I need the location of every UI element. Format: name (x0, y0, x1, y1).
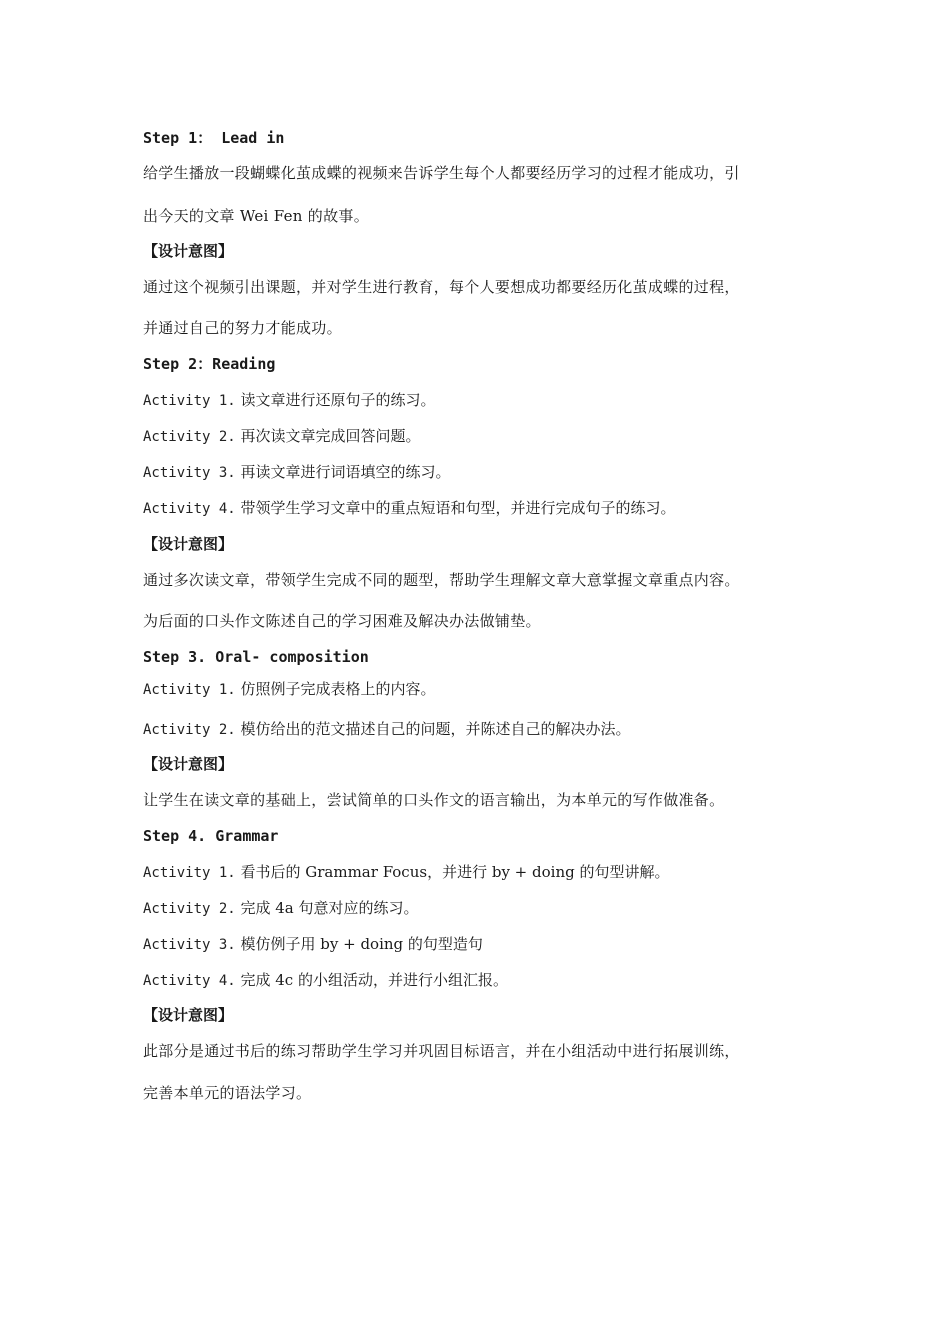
step3-intent-line-1: 让学生在读文章的基础上，尝试简单的口头作文的语言输出，为本单元的写作做准备。 (143, 791, 725, 809)
step4-intent-line-2: 完善本单元的语法学习。 (143, 1084, 312, 1102)
step1-paragraph-line-1: 给学生播放一段蝴蝶化茧成蝶的视频来告诉学生每个人都要经历学习的过程才能成功，引 (143, 164, 740, 182)
step4-activity-1 (143, 862, 669, 883)
activity-text: 看书后的 Grammar Focus，并进行 by + doing 的句型讲解。 (240, 863, 670, 881)
activity-text: 仿照例子完成表格上的内容。 (240, 680, 436, 698)
activity-text: 模仿给出的范文描述自己的问题，并陈述自己的解决办法。 (240, 720, 631, 738)
activity-label: Activity 1. (143, 393, 236, 409)
step1-intent-line-1: 通过这个视频引出课题，并对学生进行教育，每个人要想成功都要经历化茧成蝶的过程， (143, 278, 740, 296)
step1-paragraph-line-2: 出今天的文章 Wei Fen 的故事。 (143, 207, 369, 225)
activity-text: 读文章进行还原句子的练习。 (240, 391, 436, 409)
step3-activity-2 (143, 719, 631, 740)
step3-activity-1 (143, 679, 436, 700)
activity-label: Activity 3. (143, 465, 236, 481)
activity-text: 带领学生学习文章中的重点短语和句型，并进行完成句子的练习。 (240, 499, 676, 517)
step4-intent-line-1: 此部分是通过书后的练习帮助学生学习并巩固目标语言，并在小组活动中进行拓展训练， (143, 1042, 740, 1060)
step4-activity-4 (143, 970, 508, 991)
activity-text: 模仿例子用 by + doing 的句型造句 (240, 935, 483, 953)
step1-heading: Step 1： Lead in (143, 129, 285, 147)
activity-label: Activity 2. (143, 901, 236, 917)
step2-heading: Step 2：Reading (143, 355, 276, 373)
activity-label: Activity 1. (143, 865, 236, 881)
activity-text: 完成 4a 句意对应的练习。 (240, 899, 419, 917)
activity-label: Activity 4. (143, 973, 236, 989)
activity-label: Activity 3. (143, 937, 236, 953)
activity-label: Activity 1. (143, 682, 236, 698)
activity-text: 完成 4c 的小组活动，并进行小组汇报。 (240, 971, 508, 989)
step4-activity-3 (143, 934, 483, 955)
step2-activity-3 (143, 462, 451, 483)
activity-text: 再读文章进行词语填空的练习。 (240, 463, 451, 481)
step3-heading: Step 3. Oral- composition (143, 648, 369, 666)
step2-intent-line-1: 通过多次读文章，带领学生完成不同的题型，帮助学生理解文章大意掌握文章重点内容。 (143, 571, 740, 589)
step2-activity-4 (143, 498, 676, 519)
step3-intent-label: 【设计意图】 (143, 755, 234, 773)
activity-label: Activity 2. (143, 722, 236, 738)
step1-intent-line-2: 并通过自己的努力才能成功。 (143, 319, 342, 337)
step4-intent-label: 【设计意图】 (143, 1006, 234, 1024)
step4-heading: Step 4. Grammar (143, 827, 279, 845)
step4-activity-2 (143, 898, 419, 919)
step2-activity-1 (143, 390, 436, 411)
step2-activity-2 (143, 426, 421, 447)
step1-intent-label: 【设计意图】 (143, 242, 234, 260)
activity-label: Activity 4. (143, 501, 236, 517)
step2-intent-label: 【设计意图】 (143, 535, 234, 553)
step2-intent-line-2: 为后面的口头作文陈述自己的学习困难及解决办法做铺垫。 (143, 612, 541, 630)
activity-label: Activity 2. (143, 429, 236, 445)
activity-text: 再次读文章完成回答问题。 (240, 427, 421, 445)
